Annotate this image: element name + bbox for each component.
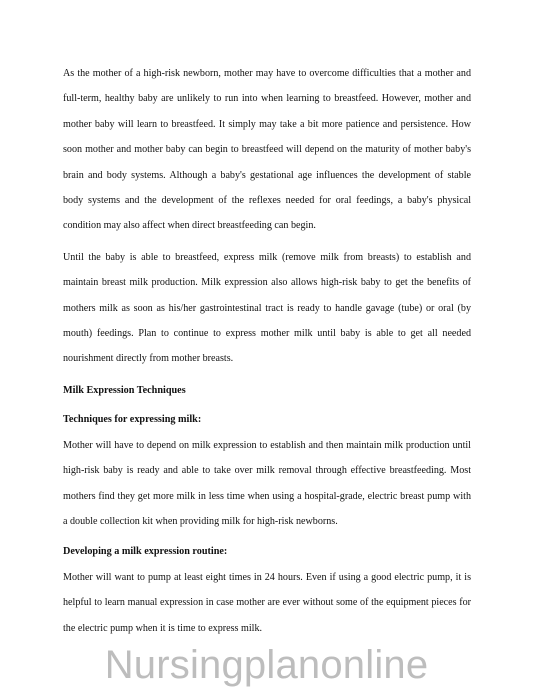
subsection-heading-techniques: Techniques for expressing milk: (63, 414, 202, 426)
watermark-logo-text: Nursingplanonline (104, 643, 429, 687)
document-page (63, 61, 471, 641)
paragraph-milk-production: Until the baby is able to breastfeed, express milk (remove milk from breasts) to establish and maintain breast milk production. Milk expression also allows high-risk baby to get the benefits of mothers milk as soon as his/her gastrointestinal tract is ready to handle gavage (tube) or oral (by mouth) feedings. Plan to continue to express mother milk until baby is able to get all needed nourishment directly from mother breasts. (63, 251, 471, 365)
section-heading: Milk Expression Techniques (63, 384, 186, 396)
paragraph-intro: As the mother of a high-risk newborn, mother may have to overcome difficulties that a mother and full-term, healthy baby are unlikely to run into when learning to breastfeed. However, mother and mother baby will learn to breastfeed. It simply may take a bit more patience and persistence. How soon mother and mother baby can begin to breastfeed will depend on the maturity of mother baby's brain and body systems. Although a baby's gestational age influences the development of stable body systems and the development of the reflexes needed for oral feedings, a baby's physical condition may also affect when direct breastfeeding can begin. (63, 68, 471, 232)
paragraph-techniques: Mother will have to depend on milk expression to establish and then maintain milk production until high-risk baby is ready and able to take over milk removal through effective breastfeeding. Most mothers find they get more milk in less time when using a hospital-grade, electric breast pump with a double collection kit when providing milk for high-risk newborns. (63, 439, 471, 527)
subsection-heading-routine: Developing a milk expression routine: (63, 546, 228, 558)
paragraph-routine: Mother will want to pump at least eight times in 24 hours. Even if using a good electric pump, it is helpful to learn manual expression in case mother are ever without some of the equipment pieces for the electric pump when it is time to express milk. (63, 571, 471, 634)
